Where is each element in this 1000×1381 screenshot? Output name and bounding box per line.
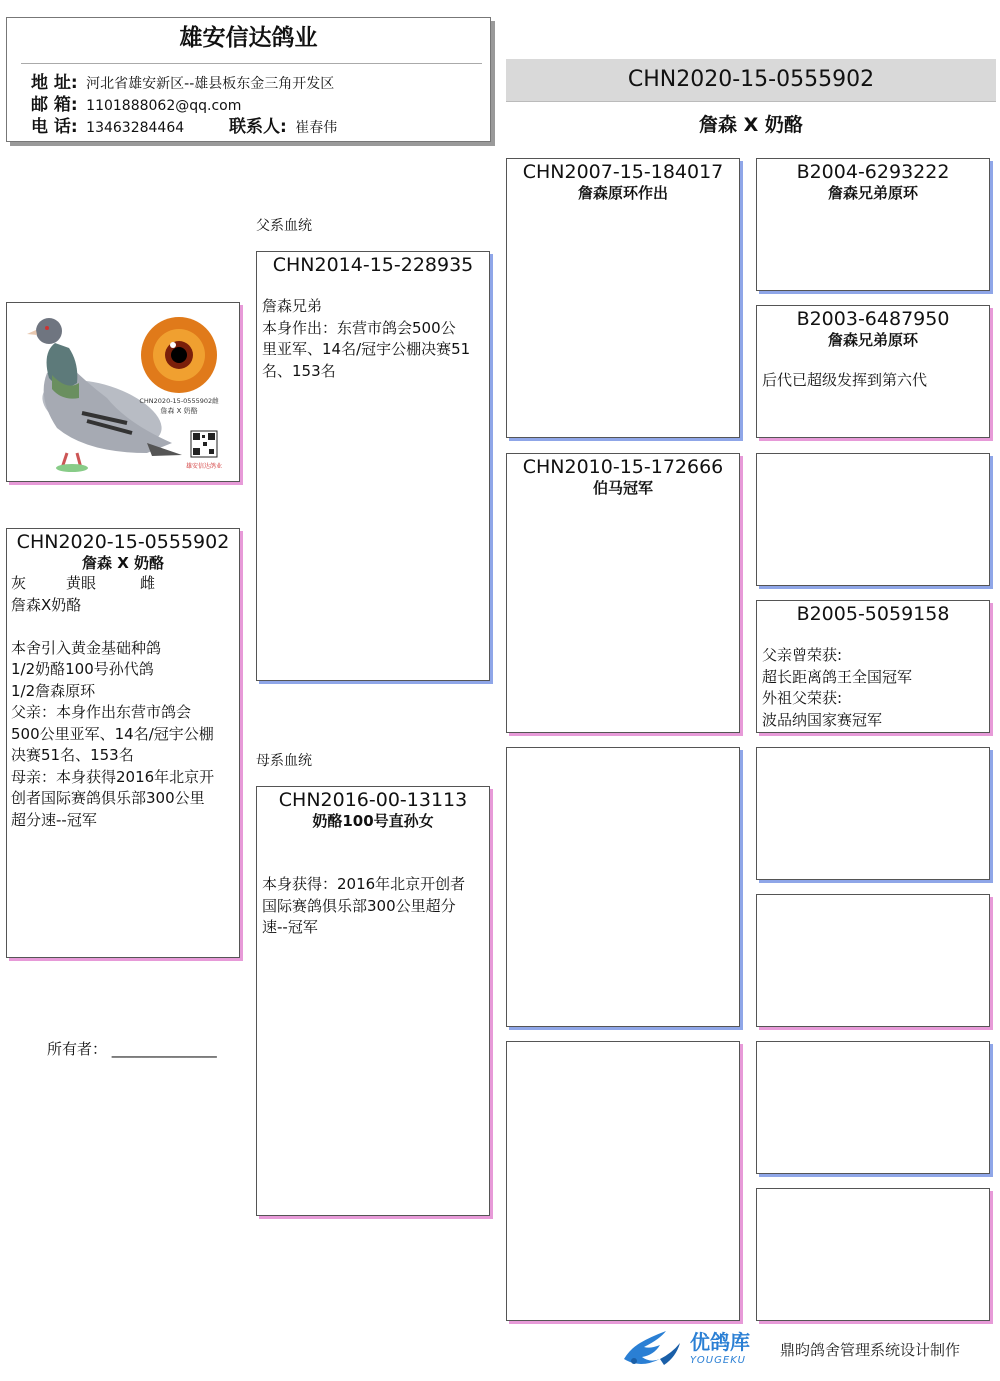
phone-label: 电 话: <box>31 117 78 137</box>
dam-line-label: 母系血统 <box>256 753 312 769</box>
great-ring: B2004-6293222 <box>796 161 950 183</box>
subject-color: 灰 <box>11 574 27 592</box>
subject-note: 父亲：本身作出东营市鸽会 <box>11 703 192 721</box>
subject-note: 决赛51名、153名 <box>11 746 134 764</box>
great-strain: 詹森兄弟原环 <box>827 331 918 349</box>
sire-card <box>256 251 490 681</box>
great-note: 超长距离鸽王全国冠军 <box>762 667 913 686</box>
subject-ring: CHN2020-15-0555902 <box>16 531 230 553</box>
great-note: 波品纳国家赛冠军 <box>762 710 883 729</box>
granddam-maternal-card <box>506 1041 740 1321</box>
subject-strain: 詹森 X 奶酪 <box>81 554 164 572</box>
great-grandparent-card-3 <box>756 453 990 586</box>
great-strain: 詹森兄弟原环 <box>827 184 918 202</box>
sire-line-label: 父系血统 <box>256 218 312 234</box>
subject-sex: 雌 <box>140 574 156 592</box>
grandsire-paternal-card <box>506 158 740 438</box>
pigeon-photo-card <box>6 302 240 482</box>
great-notes <box>757 645 989 731</box>
photo-stamp: 雄安信达鸽业 <box>185 463 223 470</box>
sire-note: 里亚军、14名/冠宇公棚决赛51 <box>262 340 471 358</box>
email-value: 1101888062@qq.com <box>86 98 242 114</box>
dam-note: 国际赛鸽俱乐部300公里超分 <box>262 896 456 915</box>
subject-traits <box>7 573 239 595</box>
grand-ring: CHN2007-15-184017 <box>522 161 724 183</box>
subject-note: 创者国际赛鸽俱乐部300公里 <box>11 789 205 807</box>
grandsire-maternal-card <box>506 747 740 1027</box>
subject-note: 母亲：本身获得2016年北京开 <box>11 767 215 786</box>
email-label: 邮 箱: <box>31 95 78 115</box>
dam-note: 本身获得：2016年北京开创者 <box>262 875 466 893</box>
owner-label: 所有者： <box>47 1040 108 1058</box>
owner-line <box>47 1038 217 1059</box>
great-grandparent-card-1 <box>756 158 990 291</box>
great-grandparent-card-5 <box>756 747 990 880</box>
great-note: 父亲曾荣获: <box>762 646 843 664</box>
great-grandparent-card-4 <box>756 600 990 733</box>
dam-notes <box>257 874 489 939</box>
granddam-paternal-card <box>506 453 740 733</box>
contact-value: 崔春伟 <box>295 120 338 136</box>
great-ring: B2003-6487950 <box>796 308 950 330</box>
great-grandparent-card-7 <box>756 1041 990 1174</box>
breeder-header <box>6 17 491 142</box>
phone-row <box>31 117 184 138</box>
address-row <box>31 73 334 94</box>
pedigree-ring-banner: CHN2020-15-0555902 <box>506 59 996 101</box>
sire-note: 本身作出：东营市鸽会500公 <box>262 318 456 337</box>
great-grandparent-card-8 <box>756 1188 990 1321</box>
owner-blank: ______________ <box>111 1040 217 1058</box>
great-grandparent-card-2 <box>756 305 990 438</box>
footer <box>620 1325 990 1373</box>
header-divider <box>21 63 482 64</box>
subject-notes <box>7 595 239 832</box>
dam-strain: 奶酪100号直孙女 <box>312 812 434 830</box>
email-row <box>31 95 241 116</box>
subject-note: 1/2奶酪100号孙代鸽 <box>11 660 154 678</box>
subject-note: 500公里亚军、14名/冠宇公棚 <box>11 724 214 743</box>
grand-strain: 詹森原环作出 <box>577 184 668 202</box>
brand-name-en: YOUGEKU <box>690 1355 746 1366</box>
banner-divider <box>506 101 996 102</box>
grand-strain: 伯马冠军 <box>592 479 653 497</box>
qr-code-icon <box>191 431 217 457</box>
sire-notes <box>257 296 489 382</box>
subject-note: 本舍引入黄金基础种鸽 <box>11 638 162 657</box>
great-ring: B2005-5059158 <box>796 603 950 625</box>
subject-note <box>11 616 234 638</box>
dam-card <box>256 786 490 1216</box>
great-note: 外祖父荣获: <box>762 689 843 707</box>
subject-eye: 黄眼 <box>66 574 97 592</box>
subject-note: 1/2詹森原环 <box>11 681 96 700</box>
pedigree-strain-title: 詹森 X 奶酪 <box>699 114 803 136</box>
contact-row <box>229 117 337 138</box>
address-label: 地 址: <box>31 73 78 93</box>
design-credit: 鼎昀鸽舍管理系统设计制作 <box>780 1341 961 1359</box>
grand-ring: CHN2010-15-172666 <box>522 456 724 478</box>
contact-label: 联系人: <box>229 117 287 137</box>
great-note: 后代已超级发挥到第六代 <box>762 371 928 389</box>
pigeon-photo <box>7 303 239 481</box>
yougeku-logo-icon <box>620 1329 686 1371</box>
subject-note: 詹森X奶酪 <box>11 595 82 614</box>
great-grandparent-card-6 <box>756 894 990 1027</box>
subject-card <box>6 528 240 958</box>
sire-note: 詹森兄弟 <box>262 297 323 315</box>
address-value: 河北省雄安新区--雄县板东金三角开发区 <box>86 76 335 92</box>
sire-ring: CHN2014-15-228935 <box>272 254 474 276</box>
phone-value: 13463284464 <box>86 120 185 136</box>
brand-name: 优鸽库 <box>690 1330 750 1354</box>
photo-caption-strain: 詹森 X 奶酪 <box>160 407 198 415</box>
breeder-name: 雄安信达鸽业 <box>179 25 318 51</box>
photo-caption-ring: CHN2020-15-0555902雌 <box>139 397 219 405</box>
sire-note: 名、153名 <box>262 361 336 380</box>
subject-note: 超分速--冠军 <box>11 810 97 829</box>
pigeon-eye-icon <box>141 317 217 393</box>
dam-note: 速--冠军 <box>262 918 318 936</box>
dam-ring: CHN2016-00-13113 <box>278 789 468 811</box>
